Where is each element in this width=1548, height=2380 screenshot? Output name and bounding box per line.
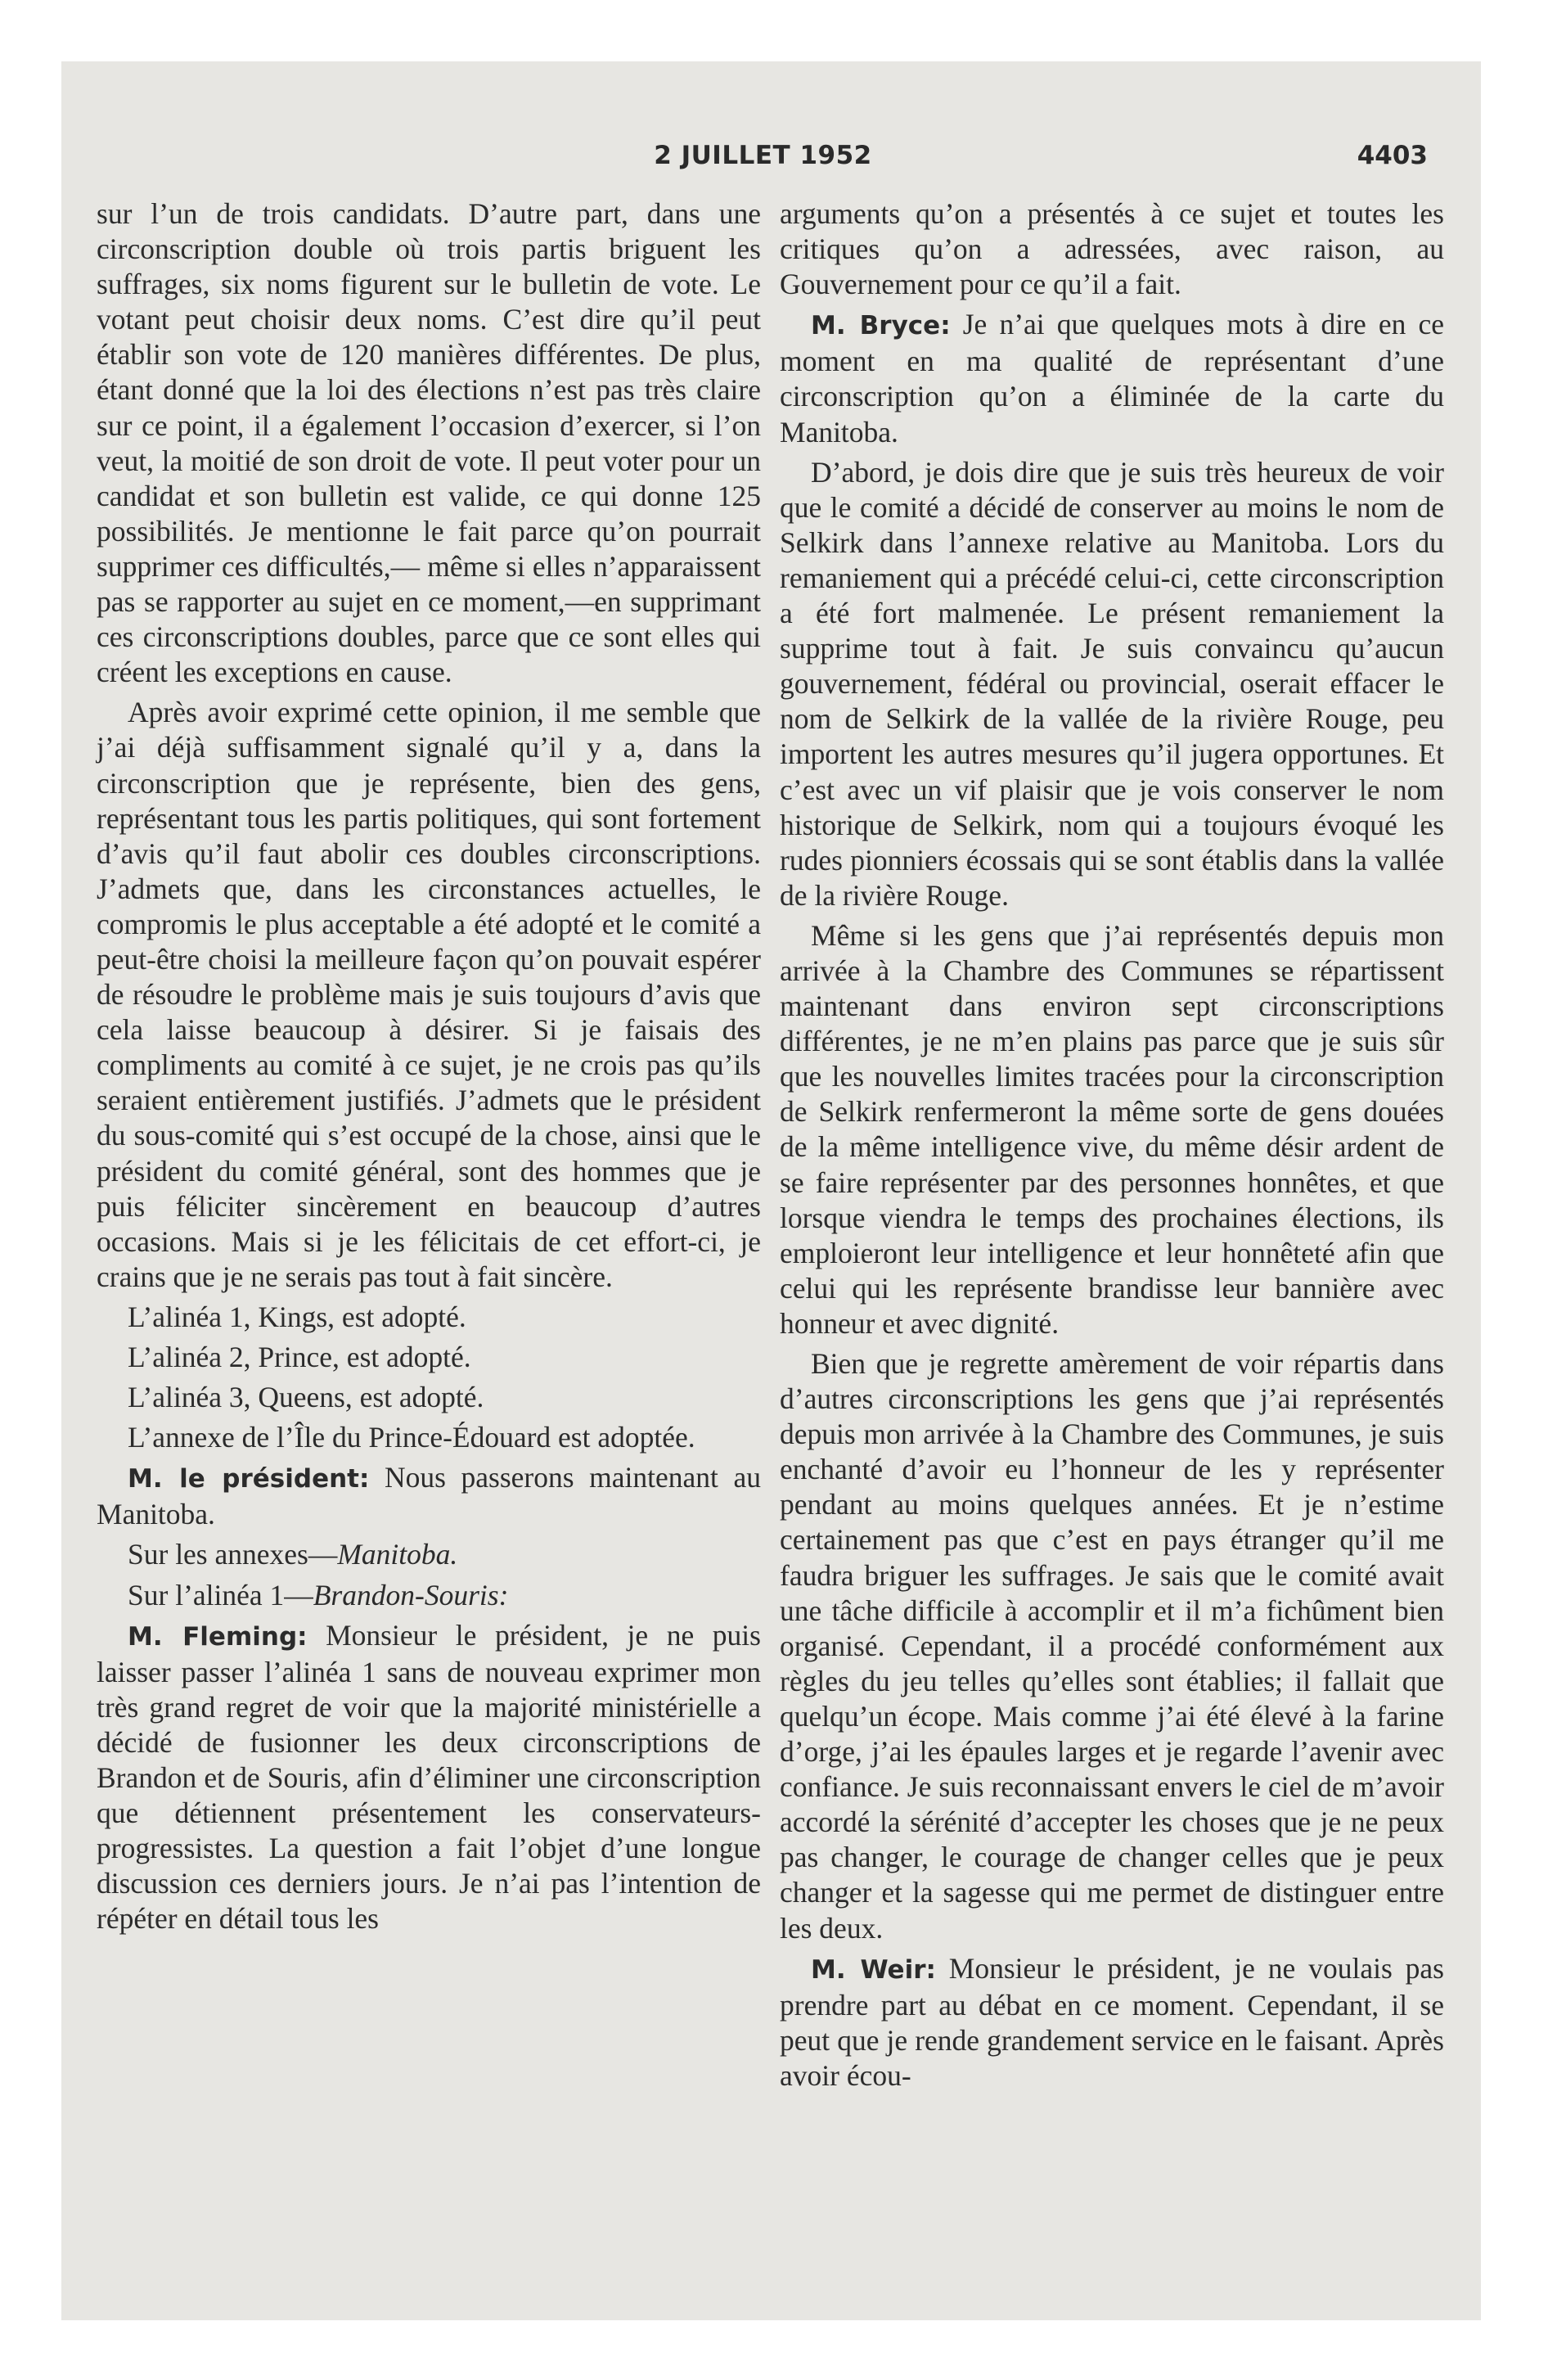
- paragraph: D’abord, je dois dire que je suis très heureux de voir que le comité a décidé de conserver au moins le nom de Selkirk dans l’annexe relative au Manitoba. Lors du remaniement qui a précédé celui-ci, cette circonscription a été fort malmenée. Le présent remaniement la supprime tout à fait. Je suis convaincu qu’aucun gouvernement, fédéral ou provincial, oserait effacer le nom de Selkirk de la vallée de la rivière Rouge, peu importent les autres mesures qu’il jugera opportunes. Et c’est avec un vif plaisir que je vois conserver le nom historique de Selkirk, nom qui a toujours évoqué les rudes pionniers écossais qui se sont établis dans la vallée de la rivière Rouge.: [780, 455, 1444, 912]
- paragraph: Sur les annexes—Manitoba.: [128, 1538, 458, 1571]
- paragraph: L’alinéa 2, Prince, est adopté.: [128, 1341, 471, 1373]
- speaker-name: M. Fleming:: [128, 1621, 308, 1652]
- page-number: 4403: [1357, 141, 1428, 170]
- paragraph: L’alinéa 1, Kings, est adopté.: [128, 1300, 466, 1333]
- paragraph: Sur l’alinéa 1—Brandon-Souris:: [128, 1578, 509, 1611]
- paragraph: Après avoir exprimé cette opinion, il me semble que j’ai déjà suffisamment signalé qu’il y a, dans la circonscription que je représente, bien des gens, représentant tous les partis politiques, qui sont fortement d’avis qu’il faut abolir ces doubles circonscriptions. J’admets que, dans les circonstances actuelles, le compromis le plus acceptable a été adopté et le comité a peut-être choisi la meilleure façon qu’on pouvait espérer de résoudre le problème mais je suis toujours d’avis que cela laisse beaucoup à désirer. Si je faisais des compliments au comité à ce sujet, je ne crois pas qu’ils seraient entièrement justifiés. J’admets que le président du sous-comité qui s’est occupé de la chose, ainsi que le président du comité général, sont des hommes que je puis féliciter sincèrement en beaucoup d’autres occasions. Mais si je les félicitais de cet effort-ci, je crains que je ne serais pas tout à fait sincère.: [97, 696, 761, 1293]
- paragraph: L’alinéa 3, Queens, est adopté.: [128, 1381, 484, 1414]
- paragraph: M. Fleming: Monsieur le président, je ne puis laisser passer l’alinéa 1 sans de nouveau exprimer mon très grand regret de voir que la majorité ministérielle a décidé de fusionner les deux circonscriptions de Brandon et de Souris, afin d’éliminer une circonscription que détiennent présentement les conservateurs-progressistes. La question a fait l’objet d’une longue discussion ces derniers jours. Je n’ai pas l’intention de répéter en détail tous les: [97, 1618, 761, 1936]
- right-column: [780, 196, 1444, 2098]
- paragraph: M. Bryce: Je n’ai que quelques mots à dire en ce moment en ma qualité de représentant d’une circonscription qu’on a éliminée de la carte du Manitoba.: [780, 308, 1444, 449]
- page-date: 2 JUILLET 1952: [654, 141, 872, 170]
- paragraph: sur l’un de trois candidats. D’autre part, dans une circonscription double où trois partis briguent les suffrages, six noms figurent sur le bulletin de vote. Le votant peut choisir deux noms. C’est dire qu’il peut établir son vote de 120 manières différentes. De plus, étant donné que la loi des élections n’est pas très claire sur ce point, il a également l’occasion d’exercer, si l’on veut, la moitié de son droit de vote. Il peut voter pour un candidat et son bulletin est valide, ce qui donne 125 possibilités. Je mentionne le fait parce qu’on pourrait supprimer ces difficultés,— même si elles n’apparaissent pas se rapporter au sujet en ce moment,—en supprimant ces circonscriptions doubles, parce que ce sont elles qui créent les exceptions en cause.: [97, 197, 761, 689]
- left-column: [97, 196, 761, 1942]
- paragraph: L’annexe de l’Île du Prince-Édouard est adoptée.: [128, 1421, 695, 1454]
- speaker-name: M. le président:: [128, 1464, 370, 1494]
- paragraph: Bien que je regrette amèrement de voir répartis dans d’autres circonscriptions les gens que j’ai représentés depuis mon arrivée à la Chambre des Communes, je suis enchanté d’avoir eu l’honneur de les y représenter pendant au moins quelques années. Et je n’estime certainement pas que c’est en pays étranger qu’il me faudra briguer les suffrages. Je sais que le comité avait une tâche difficile à accomplir et il m’a fichûment bien organisé. Cependant, il a procédé conformément aux règles du jeu telles qu’elles sont établies; il fallait que quelqu’un écope. Mais comme j’ai été élevé à la farine d’orge, j’ai les épaules larges et je regarde l’avenir avec confiance. Je suis reconnaissant envers le ciel de m’avoir accordé la sérénité d’accepter les choses que je ne peux pas changer, le courage de changer celles que je peux changer et la sagesse qui me permet de distinguer entre les deux.: [780, 1347, 1444, 1945]
- paragraph: M. Weir: Monsieur le président, je ne voulais pas prendre part au débat en ce moment. Cependant, il se peut que je rende grandement service en le faisant. Après avoir écou-: [780, 1951, 1444, 2092]
- speaker-name: M. Weir:: [811, 1954, 936, 1985]
- annex-title: Manitoba.: [337, 1538, 458, 1571]
- running-head: [98, 141, 1428, 174]
- paragraph: arguments qu’on a présentés à ce sujet et toutes les critiques qu’on a adressées, avec raison, au Gouvernement pour ce qu’il a fait.: [780, 197, 1444, 301]
- riding-name: Brandon-Souris:: [313, 1578, 509, 1611]
- paragraph: M. le président: Nous passerons maintenant au Manitoba.: [97, 1461, 761, 1531]
- paragraph: Même si les gens que j’ai représentés depuis mon arrivée à la Chambre des Communes se répartissent maintenant dans environ sept circonscriptions différentes, je ne m’en plains pas parce que je suis sûr que les nouvelles limites tracées pour la circonscription de Selkirk renfermeront la même sorte de gens douées de la même intelligence vive, du même désir ardent de se faire représenter par des personnes honnêtes, et que lorsque viendra le temps des prochaines élections, ils emploieront leur intelligence et leur honnêteté afin que celui qui les représente brandisse leur bannière avec honneur et avec dignité.: [780, 918, 1444, 1340]
- speaker-name: M. Bryce:: [811, 311, 951, 341]
